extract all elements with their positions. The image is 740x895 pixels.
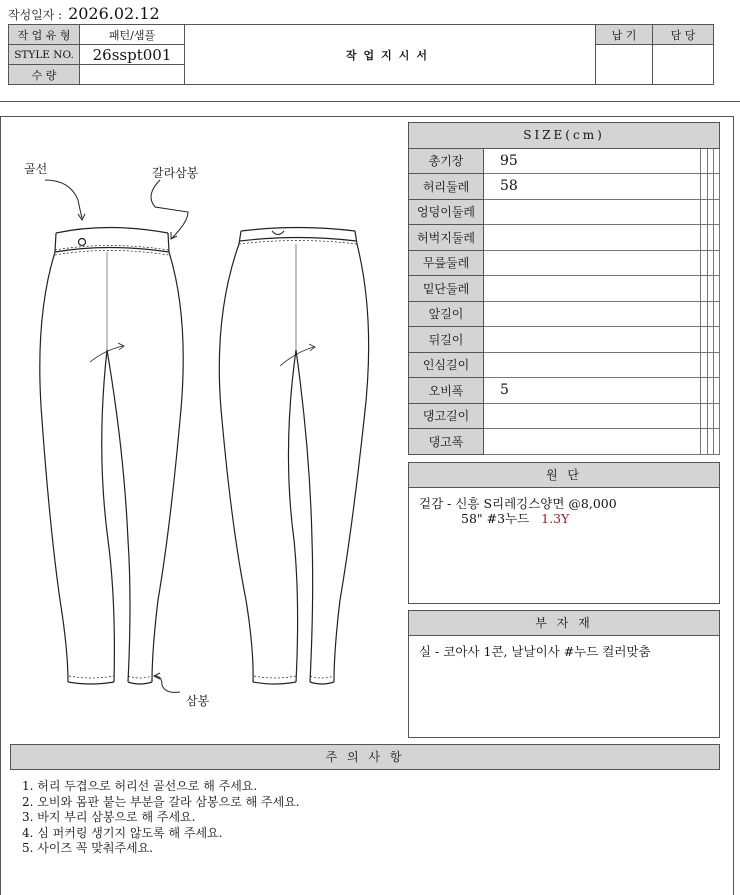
galla-arrow: [151, 180, 188, 238]
qty-value: [80, 65, 185, 85]
size-row-label: 총기장: [409, 148, 484, 174]
header-table: [8, 24, 714, 85]
front-left-inseam: [102, 350, 115, 682]
note-item: 2. 오비와 몸판 붙는 부분을 갈라 삼봉으로 해 주세요.: [22, 794, 300, 809]
note-item: 1. 허리 두겹으로 허리선 골선으로 해 주세요.: [22, 779, 258, 793]
size-row-empty-cell: [713, 429, 719, 455]
back-waistband-top: [241, 228, 355, 232]
size-row-value: 5: [484, 378, 701, 404]
fabric-line2: 58" #3누드: [461, 511, 530, 526]
size-row: [409, 429, 720, 455]
page-title: 작업지시서: [185, 25, 596, 85]
size-row-value: [484, 403, 701, 429]
size-row-label: 인심길이: [409, 352, 484, 378]
front-waistband-top: [56, 228, 168, 234]
size-table-title: SIZE(cm): [409, 123, 720, 149]
size-row-value: [484, 250, 701, 276]
size-row: [409, 174, 720, 200]
note-item: 5. 사이즈 꼭 맞춰주세요.: [22, 841, 154, 855]
style-label: STYLE NO.: [9, 45, 80, 65]
size-row-empty-cell: [713, 276, 719, 302]
size-row-value: [484, 225, 701, 251]
label-bone-line: 골선: [24, 162, 48, 176]
size-row: [409, 352, 720, 378]
notes-list: [22, 779, 300, 857]
front-button: [79, 239, 86, 246]
size-row-value: [484, 276, 701, 302]
size-row: [409, 403, 720, 429]
fabric-title: 원 단: [409, 463, 719, 488]
size-row: [409, 276, 720, 302]
date-label: 작성일자 :: [8, 8, 63, 22]
qty-label: 수 량: [9, 65, 80, 85]
label-sambong: 삼봉: [186, 694, 210, 708]
size-row: [409, 327, 720, 353]
style-value: 26sspt001: [80, 45, 185, 65]
size-row-value: [484, 429, 701, 455]
size-row-label: 댕고폭: [409, 429, 484, 455]
leggings-sketch: [0, 140, 405, 700]
size-row-empty-cell: [713, 378, 719, 404]
work-type-label: 작 업 유 형: [9, 25, 80, 45]
fabric-line1: 겉감 - 신흥 S리레깅스양면 @8,000: [419, 496, 617, 511]
delivery-label: 납 기: [596, 25, 653, 45]
size-row-label: 허벅지둘레: [409, 225, 484, 251]
front-left-outseam: [40, 252, 68, 682]
size-row-empty-cell: [713, 352, 719, 378]
fabric-line2-wrap: [419, 511, 719, 526]
size-row-empty-cell: [713, 174, 719, 200]
front-right-inseam: [107, 350, 130, 682]
fabric-qty: 1.3Y: [541, 511, 570, 526]
size-row-value: 58: [484, 174, 701, 200]
size-row-empty-cell: [713, 225, 719, 251]
notes-title: 주 의 사 항: [10, 744, 720, 770]
size-row-label: 댕고길이: [409, 403, 484, 429]
size-row-empty-cell: [713, 403, 719, 429]
size-row-label: 무릎둘레: [409, 250, 484, 276]
note-item: 3. 바지 부리 삼봉으로 해 주세요.: [22, 810, 196, 824]
front-right-outseam: [152, 252, 183, 682]
back-right-outseam: [334, 244, 369, 682]
size-row-value: [484, 301, 701, 327]
work-type-value: 패턴/샘플: [80, 25, 185, 45]
trims-box: [408, 610, 720, 738]
delivery-value: [596, 45, 653, 85]
size-row-value: [484, 199, 701, 225]
date-value: 2026.02.12: [68, 4, 160, 23]
size-row-empty-cell: [713, 250, 719, 276]
trims-line1: 실 - 코아사 1콘, 날날이사 #누드 컬러맞춤: [419, 644, 651, 659]
size-row-empty-cell: [713, 199, 719, 225]
size-row: [409, 301, 720, 327]
back-waistband-bottom: [240, 238, 356, 242]
size-table: [408, 122, 720, 455]
size-row-label: 오비폭: [409, 378, 484, 404]
back-left-inseam: [288, 350, 297, 682]
date-row: [8, 4, 160, 23]
size-row-label: 엉덩이둘레: [409, 199, 484, 225]
size-row-value: [484, 327, 701, 353]
back-left-outseam: [219, 244, 253, 682]
size-row-label: 뒤길이: [409, 327, 484, 353]
size-row: [409, 148, 720, 174]
header-divider: [0, 101, 740, 102]
size-row: [409, 250, 720, 276]
size-row-empty-cell: [713, 327, 719, 353]
bone-line-arrow: [45, 180, 82, 218]
manager-value: [653, 45, 714, 85]
size-row: [409, 378, 720, 404]
size-row: [409, 225, 720, 251]
size-row-empty-cell: [713, 301, 719, 327]
size-row: [409, 199, 720, 225]
fabric-text: [409, 488, 719, 526]
note-item: 4. 심 퍼커링 생기지 않도록 해 주세요.: [22, 825, 223, 840]
manager-label: 담 당: [653, 25, 714, 45]
size-row-label: 앞길이: [409, 301, 484, 327]
label-galla-sambong: 갈라삼봉: [152, 166, 199, 180]
size-row-value: [484, 352, 701, 378]
front-waistband-bottom: [55, 248, 169, 253]
fabric-box: [408, 462, 720, 604]
back-right-inseam: [296, 350, 313, 682]
size-row-value: 95: [484, 148, 701, 174]
size-row-label: 밑단둘레: [409, 276, 484, 302]
size-row-label: 허리둘레: [409, 174, 484, 200]
size-row-empty-cell: [713, 148, 719, 174]
trims-title: 부 자 재: [409, 611, 719, 636]
